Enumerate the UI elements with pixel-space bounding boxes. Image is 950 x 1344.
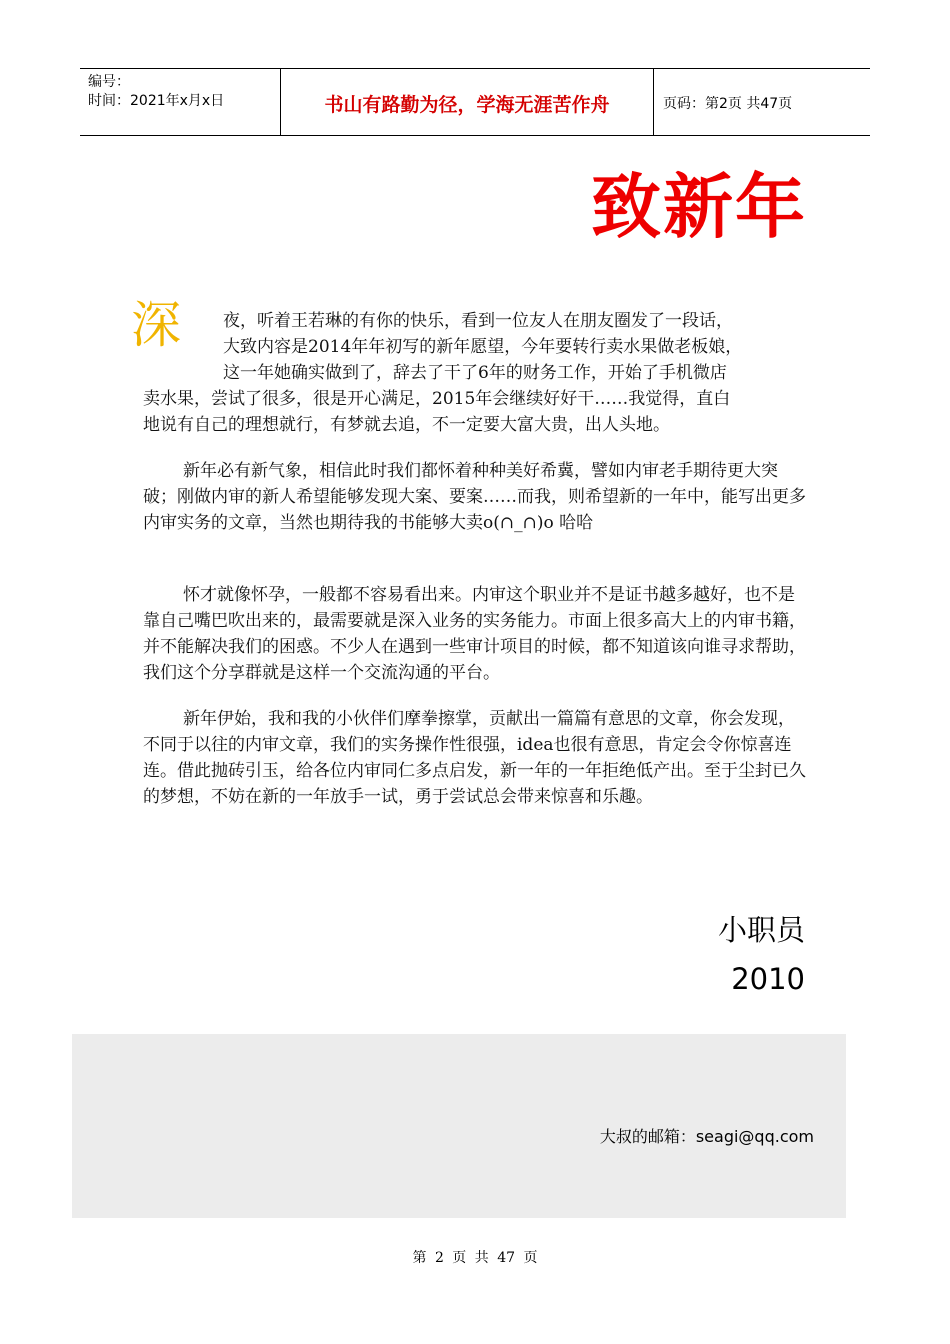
paragraph-3: 怀才就像怀孕，一般都不容易看出来。内审这个职业并不是证书越多越好，也不是靠自己嘴巴吹出来的，最需要就是深入业务的实务能力。市面上很多高大上的内审书籍，并不能解决我们的困惑。不少人在遇到一些审计项目的时候，都不知道该向谁寻求帮助，我们这个分享群就是这样一个交流沟通的平台。 [143, 585, 806, 683]
contact-box [72, 1034, 846, 1218]
paragraph-1-line: 夜，听着王若琳的有你的快乐，看到一位友人在朋友圈发了一段话， [223, 311, 733, 331]
signature-name: 小职员 [717, 913, 805, 947]
paragraph-1-line: 这一年她确实做到了，辞去了干了6年的财务工作，开始了手机微店 [223, 363, 727, 383]
header-page-info: 页码：第2页 共47页 [663, 96, 793, 112]
time-label: 时间：2021年x月x日 [88, 93, 225, 109]
header-motto: 书山有路勤为径，学海无涯苦作舟 [281, 69, 654, 135]
contact-email: 大叔的邮箱：seagi@qq.com [599, 1127, 814, 1146]
number-label: 编号： [88, 74, 130, 90]
signature-year: 2010 [731, 962, 805, 996]
paragraph-2: 新年必有新气象，相信此时我们都怀着种种美好希冀，譬如内审老手期待更大突破；刚做内审的新人希望能够发现大案、要案……而我，则希望新的一年中，能写出更多内审实务的文章，当然也期待我的书能够大卖o(∩_∩)o 哈哈 [143, 461, 806, 533]
document-title: 致新年 [591, 166, 807, 248]
paragraph-1-line: 卖水果，尝试了很多，很是开心满足，2015年会继续好好干……我觉得，直白 [143, 389, 731, 409]
paragraph-1-line: 地说有自己的理想就行，有梦就去追，不一定要大富大贵，出人头地。 [143, 415, 670, 435]
page-header [80, 68, 870, 136]
header-meta [80, 69, 281, 135]
paragraph-1-line: 大致内容是2014年年初写的新年愿望，今年要转行卖水果做老板娘， [223, 337, 743, 357]
drop-cap: 深 [131, 296, 181, 354]
paragraph-4: 新年伊始，我和我的小伙伴们摩拳擦掌，贡献出一篇篇有意思的文章，你会发现，不同于以往的内审文章，我们的实务操作性很强，idea也很有意思，肯定会令你惊喜连连。借此抛砖引玉，给各位内审同仁多点启发，新一年的一年拒绝低产出。至于尘封已久的梦想，不妨在新的一年放手一试，勇于尝试总会带来惊喜和乐趣。 [143, 709, 806, 807]
paragraph-1 [143, 308, 806, 438]
page-footer: 第 2 页 共 47 页 [412, 1250, 538, 1266]
